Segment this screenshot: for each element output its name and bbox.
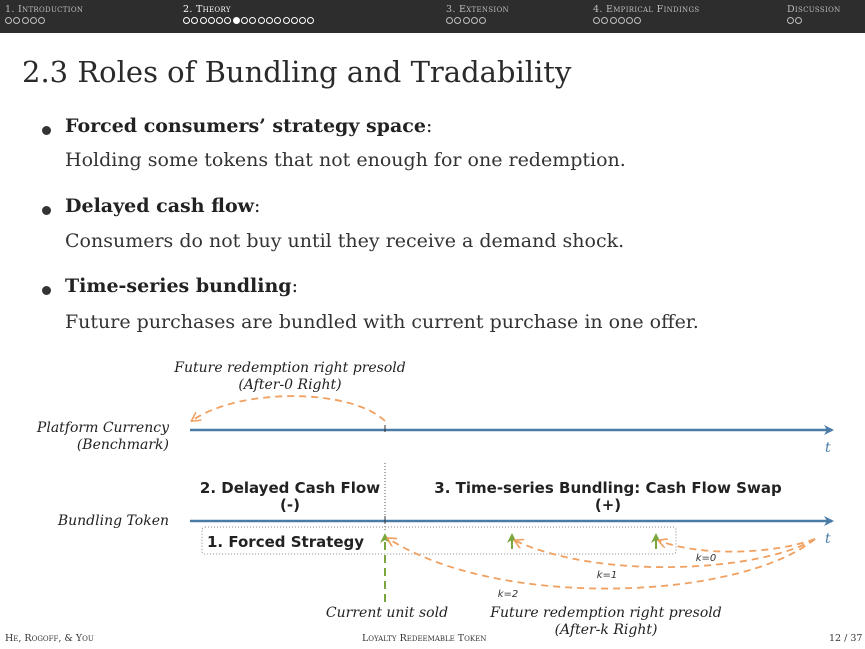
forced-strategy-label: 1. Forced Strategy	[207, 533, 365, 551]
bullet-heading: Delayed cash flow:	[65, 195, 261, 217]
bullet-heading: Forced consumers’ strategy space:	[65, 115, 433, 137]
presold-arrow-after-0	[193, 396, 385, 421]
bullet-body: Future purchases are bundled with current purchase in one offer.	[65, 311, 699, 333]
top-note-line2: (After-0 Right)	[238, 377, 342, 393]
platform-t-label: t	[825, 440, 831, 456]
platform-label: Platform Currency	[36, 420, 169, 436]
bullet-body: Holding some tokens that not enough for one redemption.	[65, 149, 626, 171]
nav-section-introduction[interactable]: 1. Introduction	[5, 4, 84, 15]
nav-section-theory[interactable]: 2. Theory	[183, 4, 231, 15]
k1-label: k=1	[596, 570, 618, 581]
footer-talk-title: Loyalty Redeemable Token	[362, 633, 487, 644]
nav-section-extension[interactable]: 3. Extension	[446, 4, 509, 15]
current-unit-sold-label: Current unit sold	[325, 605, 449, 621]
bullet-heading: Time-series bundling:	[65, 275, 298, 297]
platform-sublabel: (Benchmark)	[76, 437, 169, 453]
top-note-line1: Future redemption right presold	[174, 360, 406, 376]
footer-authors: He, Rogoff, & You	[5, 633, 94, 644]
token-t-label: t	[825, 531, 831, 547]
bundling-swap-sign: (+)	[594, 496, 622, 514]
delayed-cash-flow-label: 2. Delayed Cash Flow	[199, 479, 381, 497]
k0-label: k=0	[695, 553, 717, 564]
bullet-body: Consumers do not buy until they receive a demand shock.	[65, 230, 625, 252]
slide-title: 2.3 Roles of Bundling and Tradability	[22, 55, 572, 89]
k2-label: k=2	[497, 589, 519, 600]
token-label: Bundling Token	[57, 513, 169, 529]
footer-page-number: 12 / 37	[829, 633, 863, 644]
nav-section-discussion[interactable]: Discussion	[787, 4, 841, 15]
bundling-swap-label: 3. Time-series Bundling: Cash Flow Swap	[434, 479, 782, 497]
nav-section-empirical-findings[interactable]: 4. Empirical Findings	[593, 4, 700, 15]
bottom-note-line1: Future redemption right presold	[490, 605, 722, 621]
bottom-note-line2: (After-k Right)	[554, 622, 658, 638]
delayed-cash-flow-sign: (-)	[280, 496, 300, 514]
